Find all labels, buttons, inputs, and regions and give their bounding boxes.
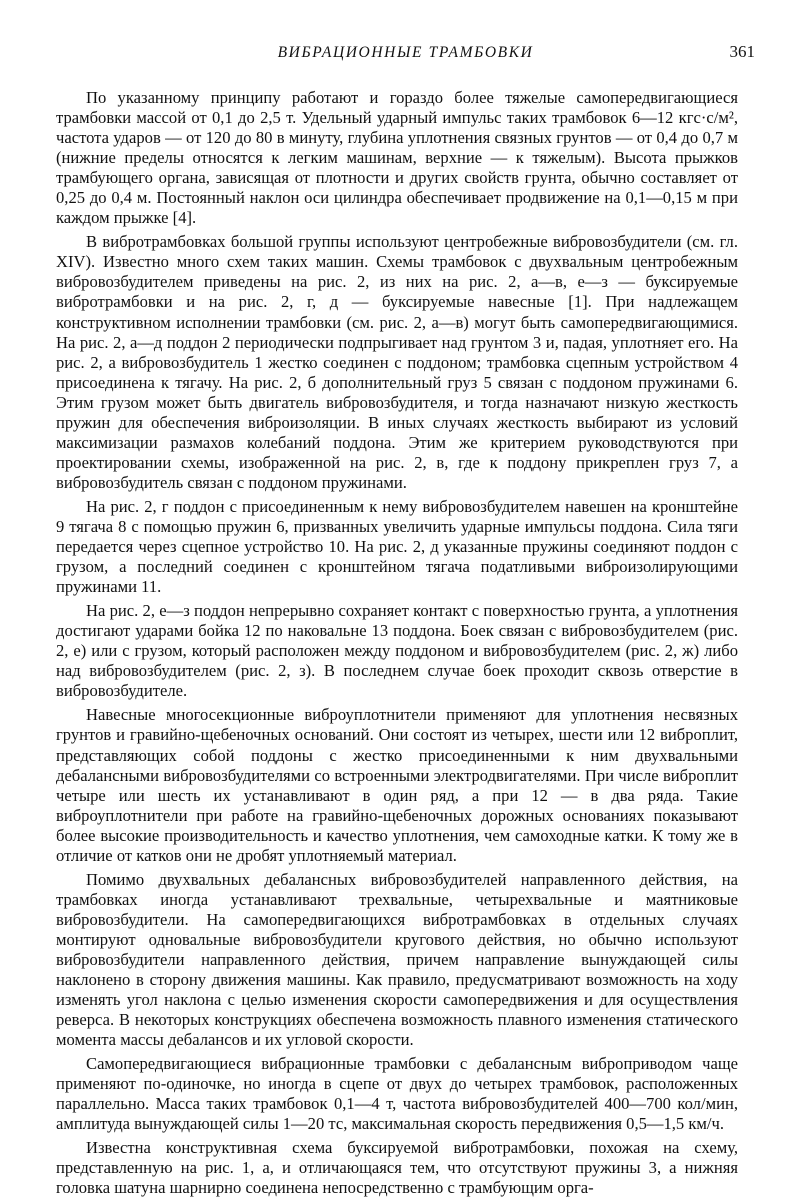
paragraph: В вибротрамбовках большой группы используют центробежные вибровозбудители (см. гл. XIV). Известно много схем таких машин. Схемы трамбовок с двухвальным центробежным вибровозбудителем приведены на рис. 2, из них на рис. 2, а—в, е—з — буксируемые вибротрамбовки и на рис. 2, г, д — буксируемые навесные [1]. При надлежащем конструктивном исполнении трамбовки (см. рис. 2, а—в) могут быть самопередвигающимися. На рис. 2, а—д поддон 2 периодически подпрыгивает над грунтом 3 и, падая, уплотняет его. На рис. 2, а вибровозбудитель 1 жестко соединен с поддоном; трамбовка сцепным устройством 4 присоединена к тягачу. На рис. 2, б дополнительный груз 5 связан с поддоном пружинами 6. Этим грузом может быть двигатель вибровозбудителя, и тогда назначают низкую жесткость пружин для обеспечения виброизоляции. В иных случаях жесткость выбирают из условий максимизации размахов колебаний поддона. Этим же критерием руководствуются при проектировании схемы, изображенной на рис. 2, в, где к поддону прикреплен груз 7, а вибровозбудитель связан с поддоном пружинами. bbox=[56, 232, 738, 492]
paragraph: На рис. 2, е—з поддон непрерывно сохраняет контакт с поверхностью грунта, а уплотнения достигают ударами бойка 12 по наковальне 13 поддона. Боек связан с вибровозбудителем (рис. 2, е) или с грузом, который расположен между поддоном и вибровозбудителем (рис. 2, ж) либо над вибровозбудителем (рис. 2, з). В последнем случае боек проходит сквозь отверстие в вибровозбудителе. bbox=[56, 601, 738, 701]
paragraph: Помимо двухвальных дебалансных вибровозбудителей направленного действия, на трамбовках иногда устанавливают трехвальные, четырехвальные и маятниковые вибровозбудители. На самопередвигающихся вибротрамбовках в отдельных случаях монтируют одновальные вибровозбудители кругового действия, но обычно используют вибровозбудители направленного действия, причем направление вынуждающей силы наклонено в сторону движения машины. Как правило, предусматривают возможность на ходу изменять угол наклона с целью изменения скорости самопередвижения и для осуществления реверса. В некоторых конструкциях обеспечена возможность плавного изменения статического момента массы дебалансов и их угловой скорости. bbox=[56, 869, 738, 1050]
paragraph: Самопередвигающиеся вибрационные трамбовки с дебалансным виброприводом чаще применяют по-одиночке, но иногда в сцепе от двух до четырех трамбовок, расположенных параллельно. Масса таких трамбовок 0,1—4 т, частота вибровозбудителей 400—700 кол/мин, амплитуда вынуждающей силы 1—20 тс, максимальная скорость передвижения 0,5—1,5 км/ч. bbox=[56, 1054, 738, 1134]
paragraph: Известна конструктивная схема буксируемой вибротрамбовки, похожая на схему, представленную на рис. 1, а, и отличающаяся тем, что отсутствуют пружины 3, а нижняя головка шатуна шарнирно соединена непосредственно с трамбующим орга- bbox=[56, 1138, 738, 1198]
running-title: ВИБРАЦИОННЫЕ ТРАМБОВКИ bbox=[277, 44, 534, 61]
paragraph: На рис. 2, г поддон с присоединенным к нему вибровозбудителем навешен на кронштейне 9 тягача 8 с помощью пружин 6, призванных увеличить ударные импульсы поддона. Сила тяги передается через сцепное устройство 10. На рис. 2, д указанные пружины соединяют поддон с грузом, а последний соединен с кронштейном тягача податливыми виброизолирующими пружинами 11. bbox=[56, 496, 738, 597]
paragraph: Навесные многосекционные виброуплотнители применяют для уплотнения несвязных грунтов и гравийно-щебеночных оснований. Они состоят из четырех, шести или 12 виброплит, представляющих собой поддоны с жестко присоединенными к ним двухвальными дебалансными вибровозбудителями со встроенными электродвигателями. При числе виброплит четыре или шесть их устанавливают в один ряд, а при 12 — в два ряда. Такие виброуплотнители при работе на гравийно-щебеночных дорожных основаниях показывают более высокие производительность и качество уплотнения, чем самоходные катки. К тому же в отличие от катков они не дробят уплотняемый материал. bbox=[56, 705, 738, 865]
page-number: 361 bbox=[729, 42, 755, 61]
paragraph: По указанному принципу работают и гораздо более тяжелые самопередвигающиеся трамбовки массой от 0,1 до 2,5 т. Удельный ударный импульс таких трамбовок 6—12 кгс·с/м², частота ударов — от 120 до 80 в минуту, глубина уплотнения связных грунтов — от 0,4 до 0,7 м (нижние пределы относятся к легким машинам, верхние — к тяжелым). Высота прыжков трамбующего органа, зависящая от плотности и других свойств грунта, обычно составляет от 0,25 до 0,4 м. Постоянный наклон оси цилиндра обеспечивает продвижение на 0,1—0,15 м при каждом прыжке [4]. bbox=[56, 88, 738, 228]
body-text bbox=[56, 88, 738, 1203]
page-header bbox=[56, 44, 755, 70]
